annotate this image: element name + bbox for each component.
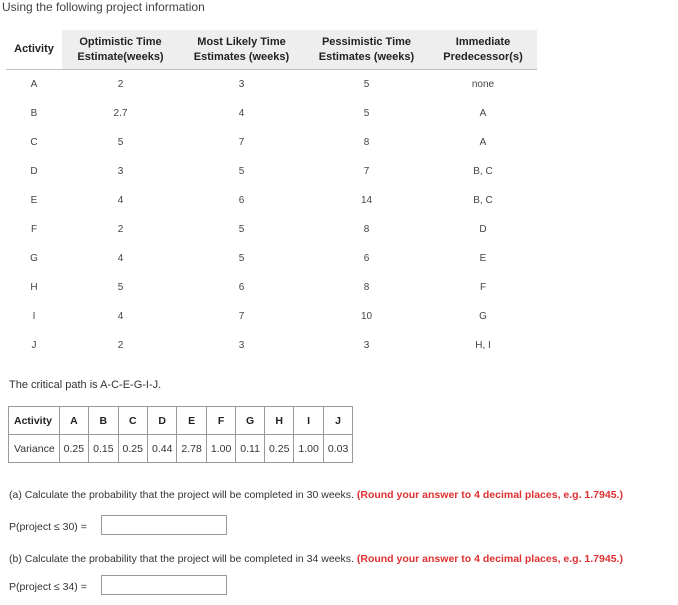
variance-value-cell: 1.00 bbox=[294, 435, 323, 463]
variance-value-cell: 0.44 bbox=[147, 435, 176, 463]
header-activity: Activity bbox=[6, 30, 62, 70]
question-b-note: (Round your answer to 4 decimal places, e.g. 1.7945.) bbox=[356, 553, 623, 565]
header-pessimistic: Pessimistic Time Estimates (weeks) bbox=[304, 30, 429, 70]
table-cell: 8 bbox=[363, 137, 370, 148]
table-cell: D bbox=[479, 224, 487, 235]
table-cell: 8 bbox=[363, 282, 370, 293]
variance-activity-cell: A bbox=[59, 407, 88, 435]
table-cell: 2.7 bbox=[113, 108, 128, 119]
table-cell: 3 bbox=[238, 79, 245, 90]
table-row bbox=[6, 331, 537, 360]
table-cell: 6 bbox=[363, 253, 370, 264]
project-table bbox=[6, 30, 537, 360]
table-cell: 4 bbox=[117, 253, 124, 264]
table-cell: F bbox=[479, 282, 487, 293]
table-cell: G bbox=[479, 311, 487, 322]
table-cell: 3 bbox=[238, 340, 245, 351]
table-cell: F bbox=[30, 224, 38, 235]
question-b bbox=[9, 553, 623, 565]
project-table-header bbox=[6, 30, 537, 70]
table-row bbox=[6, 128, 537, 157]
table-cell: D bbox=[30, 166, 38, 177]
table-cell: H bbox=[30, 282, 38, 293]
table-cell: B, C bbox=[473, 195, 493, 206]
variance-value-cell: 1.00 bbox=[206, 435, 235, 463]
table-cell: 5 bbox=[238, 166, 245, 177]
table-row bbox=[6, 99, 537, 128]
table-cell: I bbox=[32, 311, 36, 322]
table-cell: A bbox=[479, 108, 487, 119]
variance-activity-cell: G bbox=[236, 407, 265, 435]
variance-value-cell: 0.15 bbox=[89, 435, 118, 463]
variance-activity-cell: E bbox=[177, 407, 206, 435]
table-cell: 8 bbox=[363, 224, 370, 235]
question-a-note: (Round your answer to 4 decimal places, e.g. 1.7945.) bbox=[356, 489, 623, 501]
table-cell: 4 bbox=[117, 195, 124, 206]
table-cell: 10 bbox=[360, 311, 373, 322]
header-most-likely: Most Likely Time Estimates (weeks) bbox=[179, 30, 304, 70]
table-row bbox=[6, 215, 537, 244]
variance-value-cell: 0.03 bbox=[323, 435, 352, 463]
table-cell: 5 bbox=[238, 253, 245, 264]
variance-activity-cell: I bbox=[294, 407, 323, 435]
variance-activity-cell: D bbox=[147, 407, 176, 435]
table-cell: G bbox=[30, 253, 38, 264]
variance-label: Variance bbox=[9, 435, 60, 463]
table-cell: 2 bbox=[117, 224, 124, 235]
table-cell: 2 bbox=[117, 79, 124, 90]
table-cell: A bbox=[30, 79, 38, 90]
critical-path-text: The critical path is A-C-E-G-I-J. bbox=[9, 379, 162, 391]
question-b-text: (b) Calculate the probability that the project will be completed in 34 weeks. bbox=[9, 553, 354, 565]
table-cell: 3 bbox=[117, 166, 124, 177]
table-row bbox=[6, 273, 537, 302]
table-cell: 7 bbox=[238, 311, 245, 322]
table-cell: 4 bbox=[117, 311, 124, 322]
variance-value-cell: 0.11 bbox=[236, 435, 265, 463]
table-cell: 7 bbox=[363, 166, 370, 177]
table-cell: H, I bbox=[475, 340, 491, 351]
table-row bbox=[6, 157, 537, 186]
table-cell: 3 bbox=[363, 340, 370, 351]
table-cell: E bbox=[30, 195, 38, 206]
table-cell: E bbox=[479, 253, 487, 264]
table-cell: 7 bbox=[238, 137, 245, 148]
table-cell: B, C bbox=[473, 166, 493, 177]
table-cell: 6 bbox=[238, 282, 245, 293]
table-cell: 5 bbox=[117, 282, 124, 293]
table-row bbox=[6, 302, 537, 331]
variance-activity-cell: J bbox=[323, 407, 352, 435]
answer-a-label: P(project ≤ 30) = bbox=[9, 521, 87, 533]
variance-activity-label: Activity bbox=[9, 407, 60, 435]
table-cell: C bbox=[30, 137, 38, 148]
answer-a-input[interactable] bbox=[101, 515, 227, 535]
variance-table-header bbox=[9, 407, 353, 435]
variance-activity-cell: F bbox=[206, 407, 235, 435]
header-predecessors: Immediate Predecessor(s) bbox=[429, 30, 537, 70]
table-cell: 6 bbox=[238, 195, 245, 206]
table-cell: B bbox=[30, 108, 38, 119]
answer-b-label: P(project ≤ 34) = bbox=[9, 581, 87, 593]
table-row bbox=[6, 70, 537, 100]
variance-table-values bbox=[9, 435, 353, 463]
table-cell: 14 bbox=[360, 195, 373, 206]
question-a bbox=[9, 489, 623, 501]
table-cell: 5 bbox=[363, 108, 370, 119]
variance-activity-cell: B bbox=[89, 407, 118, 435]
table-row bbox=[6, 244, 537, 273]
table-cell: A bbox=[479, 137, 487, 148]
intro-text: Using the following project information bbox=[2, 0, 205, 14]
variance-value-cell: 0.25 bbox=[264, 435, 293, 463]
table-cell: 4 bbox=[238, 108, 245, 119]
table-cell: 5 bbox=[238, 224, 245, 235]
variance-activity-cell: C bbox=[118, 407, 147, 435]
table-row bbox=[6, 186, 537, 215]
variance-value-cell: 0.25 bbox=[118, 435, 147, 463]
variance-value-cell: 2.78 bbox=[177, 435, 206, 463]
variance-value-cell: 0.25 bbox=[59, 435, 88, 463]
table-cell: J bbox=[31, 340, 37, 351]
header-optimistic: Optimistic Time Estimate(weeks) bbox=[62, 30, 179, 70]
variance-table bbox=[8, 406, 353, 463]
table-cell: 5 bbox=[117, 137, 124, 148]
variance-activity-cell: H bbox=[264, 407, 293, 435]
question-a-text: (a) Calculate the probability that the project will be completed in 30 weeks. bbox=[9, 489, 354, 501]
answer-b-input[interactable] bbox=[101, 575, 227, 595]
table-cell: none bbox=[471, 79, 495, 90]
table-cell: 2 bbox=[117, 340, 124, 351]
table-cell: 5 bbox=[363, 79, 370, 90]
